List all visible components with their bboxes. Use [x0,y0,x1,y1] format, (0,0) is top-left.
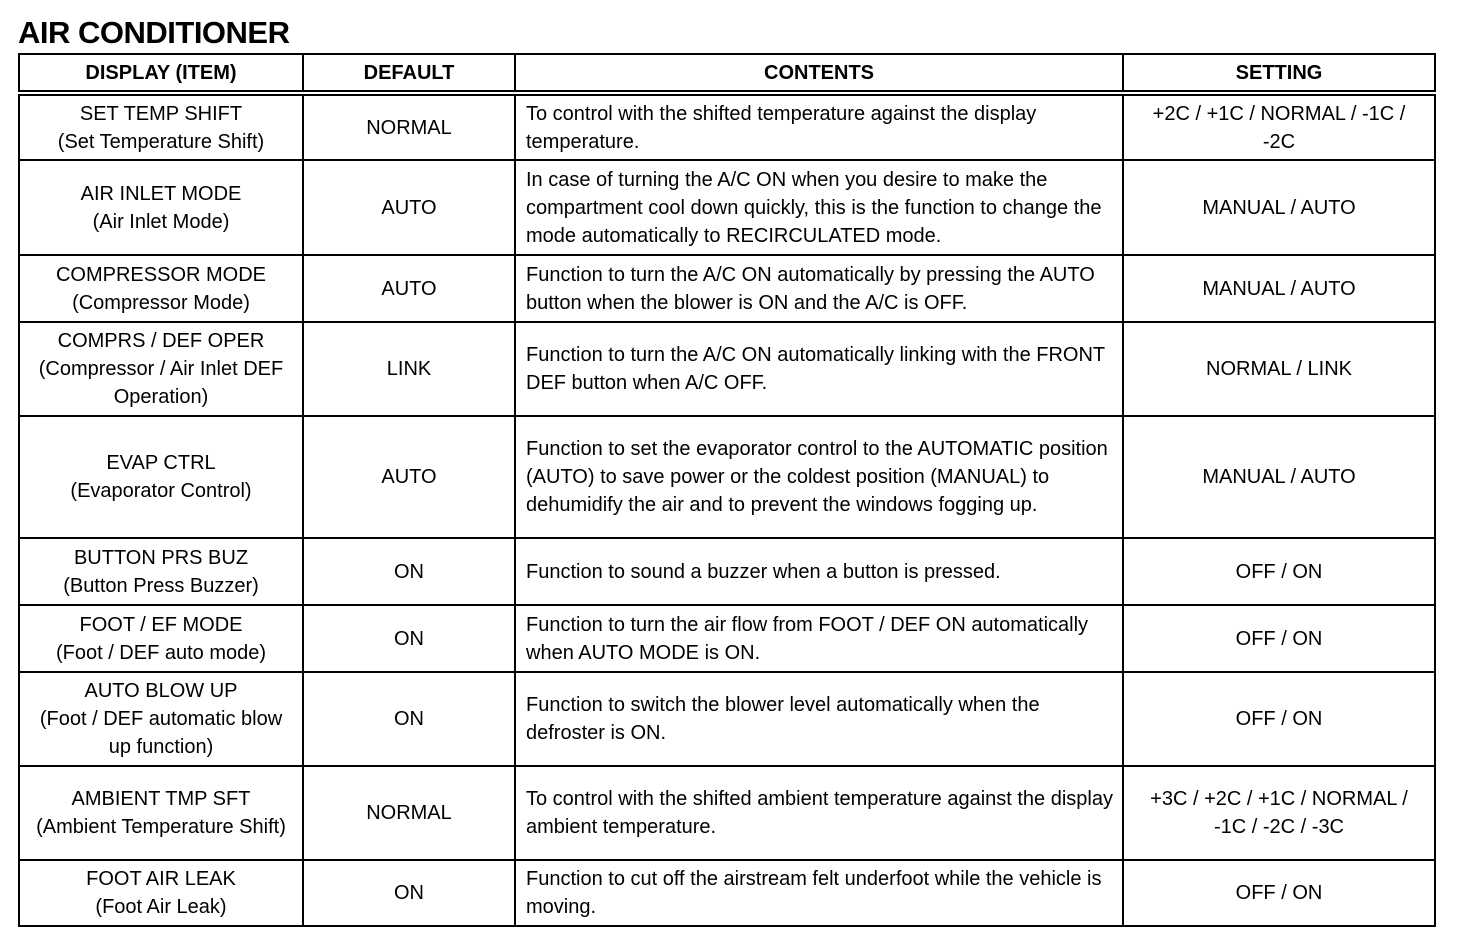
item-code: FOOT / EF MODE [79,613,243,636]
page-title: AIR CONDITIONER [18,15,290,50]
header-default: DEFAULT [303,54,515,93]
item-cell [19,860,303,926]
item-description: (Foot / DEF auto mode) [55,641,267,664]
default-value: ON [303,538,515,605]
item-code: AIR INLET MODE [80,182,242,205]
item-description: (Compressor Mode) [72,291,250,314]
item-cell [19,322,303,416]
item-description: (Button Press Buzzer) [63,574,259,597]
item-code: AMBIENT TMP SFT [71,788,251,810]
item-code: EVAP CTRL [106,452,216,474]
item-code: BUTTON PRS BUZ [73,546,249,569]
setting-options: OFF / ON [1123,672,1435,766]
settings-table [18,53,1436,927]
contents-text: Function to switch the blower level automatically when the defroster is ON. [515,672,1123,766]
default-value: LINK [303,322,515,416]
header-setting: SETTING [1123,54,1435,93]
item-cell [19,672,303,766]
setting-options: OFF / ON [1123,605,1435,672]
contents-text: In case of turning the A/C ON when you desire to make the compartment cool down quickly, this is the function to change the mode automatically to RECIRCULATED mode. [515,160,1123,255]
table-row [19,860,1435,926]
item-code: COMPRS / DEF OPER [57,330,265,352]
default-value: ON [303,860,515,926]
default-value: NORMAL [303,766,515,860]
contents-text: Function to sound a buzzer when a button is pressed. [515,538,1123,605]
item-description: (Foot / DEF automatic blow up function) [39,708,283,758]
item-cell [19,605,303,672]
setting-options: MANUAL / AUTO [1123,416,1435,538]
contents-text: Function to turn the air flow from FOOT / DEF ON automatically when AUTO MODE is ON. [515,605,1123,672]
table-row [19,93,1435,160]
setting-options: +3C / +2C / +1C / NORMAL / -1C / -2C / -3C [1123,766,1435,860]
item-cell [19,93,303,160]
item-cell [19,538,303,605]
table-row [19,255,1435,322]
table-row [19,416,1435,538]
header-contents: CONTENTS [515,54,1123,93]
table-row [19,322,1435,416]
item-description: (Foot Air Leak) [95,896,227,918]
setting-options: OFF / ON [1123,538,1435,605]
item-code: FOOT AIR LEAK [86,868,236,890]
setting-options: MANUAL / AUTO [1123,160,1435,255]
setting-options: OFF / ON [1123,860,1435,926]
contents-text: To control with the shifted temperature against the display temperature. [515,93,1123,160]
header-display-item: DISPLAY (ITEM) [19,54,303,93]
item-code: AUTO BLOW UP [84,680,238,702]
item-description: (Compressor / Air Inlet DEF Operation) [38,358,284,408]
contents-text: Function to turn the A/C ON automatically linking with the FRONT DEF button when A/C OFF. [515,322,1123,416]
default-value: AUTO [303,416,515,538]
contents-text: Function to turn the A/C ON automatically by pressing the AUTO button when the blower is ON and the A/C is OFF. [515,255,1123,322]
item-cell [19,255,303,322]
default-value: AUTO [303,255,515,322]
item-description: (Air Inlet Mode) [92,210,230,233]
table-row [19,766,1435,860]
table-row [19,538,1435,605]
item-description: (Set Temperature Shift) [57,130,265,153]
item-code: COMPRESSOR MODE [55,263,267,286]
contents-text: To control with the shifted ambient temperature against the display ambient temperature. [515,766,1123,860]
setting-options: MANUAL / AUTO [1123,255,1435,322]
table-header-row [19,54,1435,93]
table-row [19,605,1435,672]
table-row [19,672,1435,766]
table-row [19,160,1435,255]
default-value: ON [303,605,515,672]
contents-text: Function to cut off the airstream felt underfoot while the vehicle is moving. [515,860,1123,926]
item-cell [19,160,303,255]
default-value: NORMAL [303,93,515,160]
setting-options: NORMAL / LINK [1123,322,1435,416]
item-cell [19,416,303,538]
default-value: AUTO [303,160,515,255]
item-description: (Evaporator Control) [70,480,252,502]
item-cell [19,766,303,860]
default-value: ON [303,672,515,766]
item-code: SET TEMP SHIFT [79,102,243,125]
contents-text: Function to set the evaporator control to the AUTOMATIC position (AUTO) to save power or the coldest position (MANUAL) to dehumidify the air and to prevent the windows fogging up. [515,416,1123,538]
item-description: (Ambient Temperature Shift) [36,816,286,838]
setting-options: +2C / +1C / NORMAL / -1C / -2C [1123,93,1435,160]
